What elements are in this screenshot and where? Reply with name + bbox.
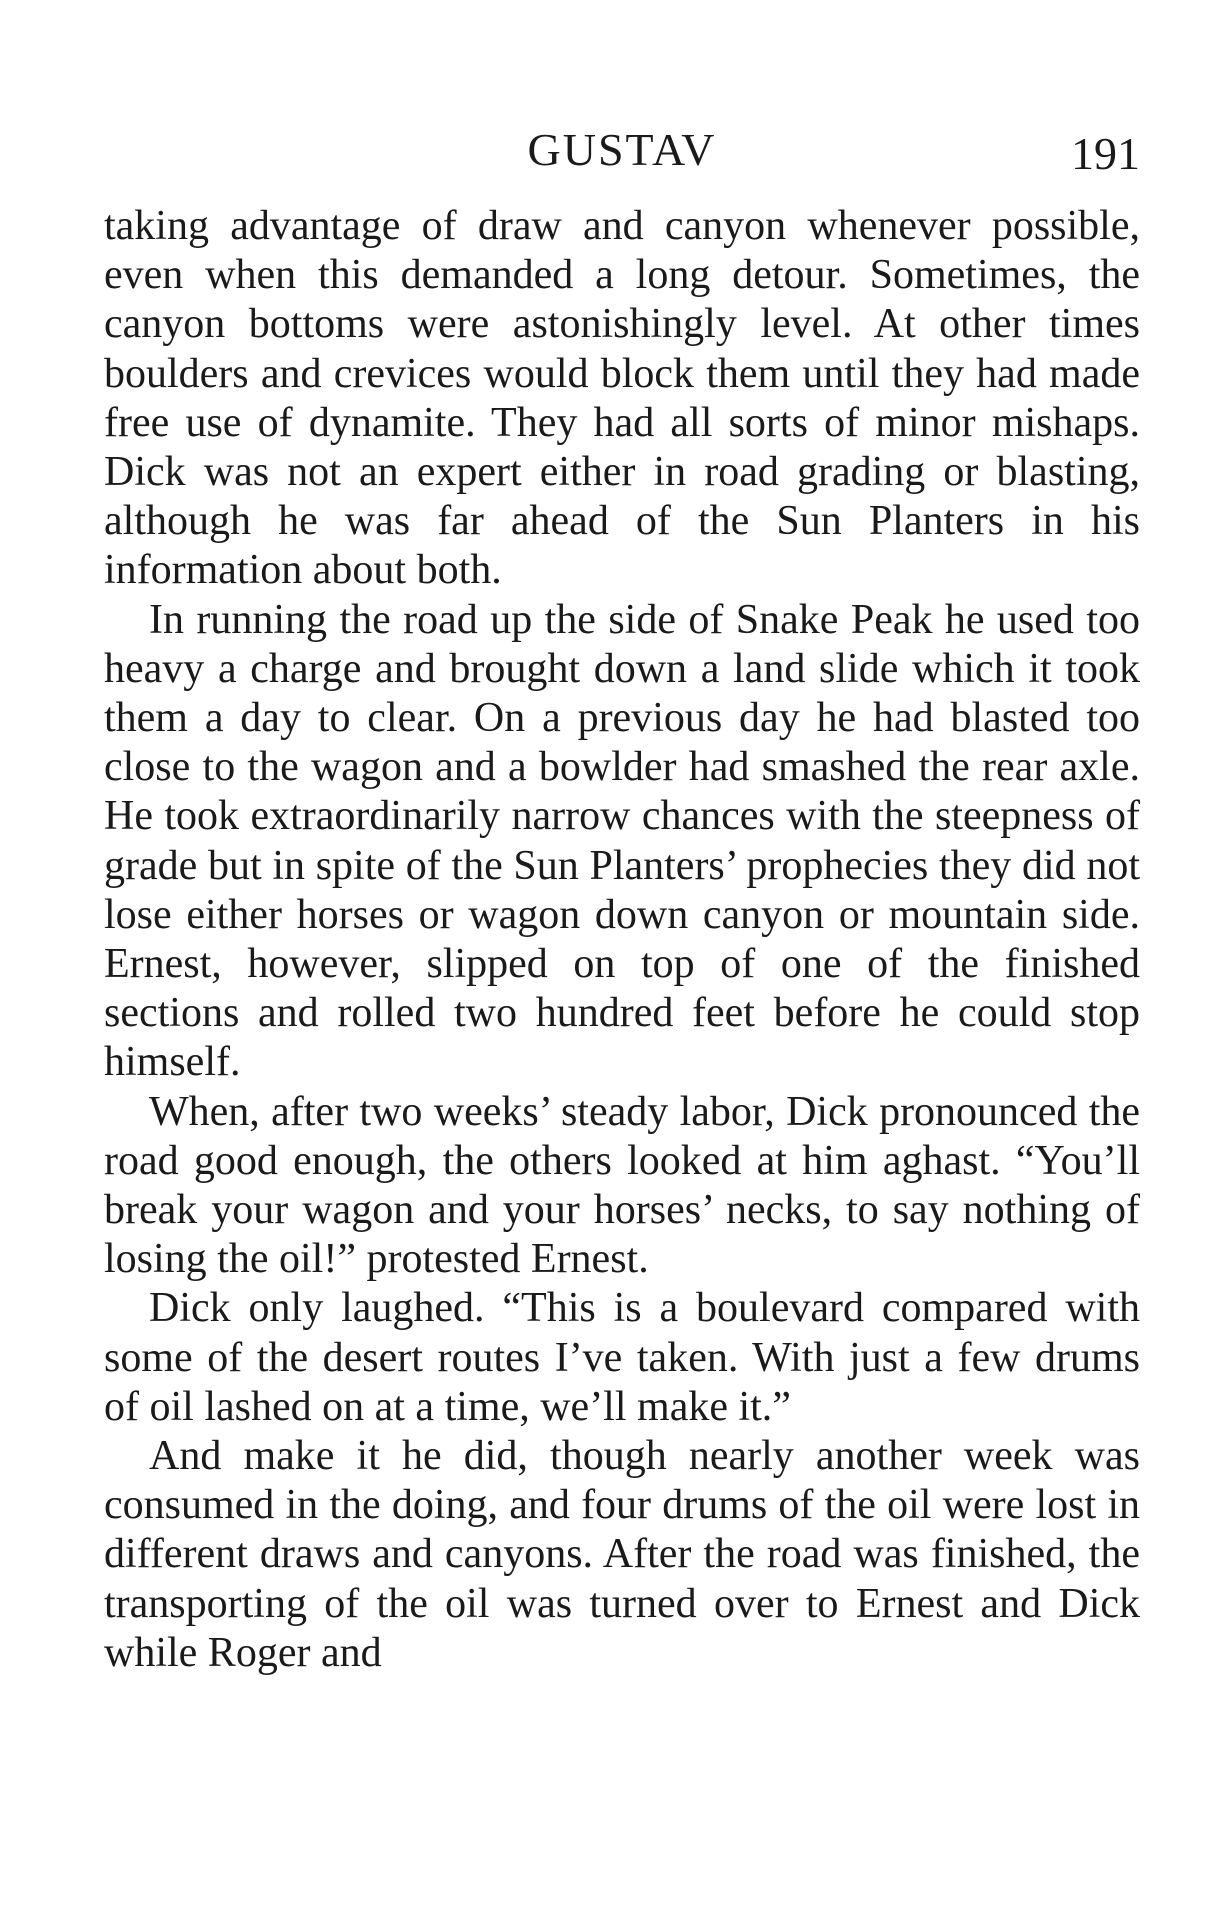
paragraph-5: And make it he did, though nearly another week was consumed in the doing, and four drums of the oil were lost in different draws and canyons. After the road was finished, the transporting of the oil was turned over to Ernest and Dick while Roger and <box>104 1433 1140 1676</box>
paragraph-1: taking advantage of draw and canyon whenever possible, even when this demanded a long detour. Sometimes, the canyon bottoms were astonishingly level. At other times boulders and crevices would block them until they had made free use of dynamite. They had all sorts of minor mishaps. Dick was not an expert either in road grading or blasting, although he was far ahead of the Sun Planters in his information about both. <box>104 203 1140 594</box>
running-head <box>104 123 1140 183</box>
paragraph-4: Dick only laughed. “This is a boulevard compared with some of the desert routes I’ve taken. With just a few drums of oil lashed on at a time, we’ll make it.” <box>104 1285 1140 1430</box>
paragraph-3: When, after two weeks’ steady labor, Dick pronounced the road good enough, the others looked at him aghast. “You’ll break your wagon and your horses’ necks, to say nothing of losing the oil!” protested Ernest. <box>104 1088 1140 1283</box>
paragraph-2: In running the road up the side of Snake Peak he used too heavy a charge and brought down a land slide which it took them a day to clear. On a previous day he had blasted too close to the wagon and a bowlder had smashed the rear axle. He took extraordinarily narrow chances with the steepness of grade but in spite of the Sun Planters’ prophecies they did not lose either horses or wagon down canyon or mountain side. Ernest, however, slipped on top of one of the finished sections and rolled two hundred feet before he could stop himself. <box>104 596 1140 1086</box>
body-text <box>104 202 1140 1678</box>
running-title: GUSTAV <box>527 124 717 175</box>
page-number: 191 <box>1071 128 1140 179</box>
